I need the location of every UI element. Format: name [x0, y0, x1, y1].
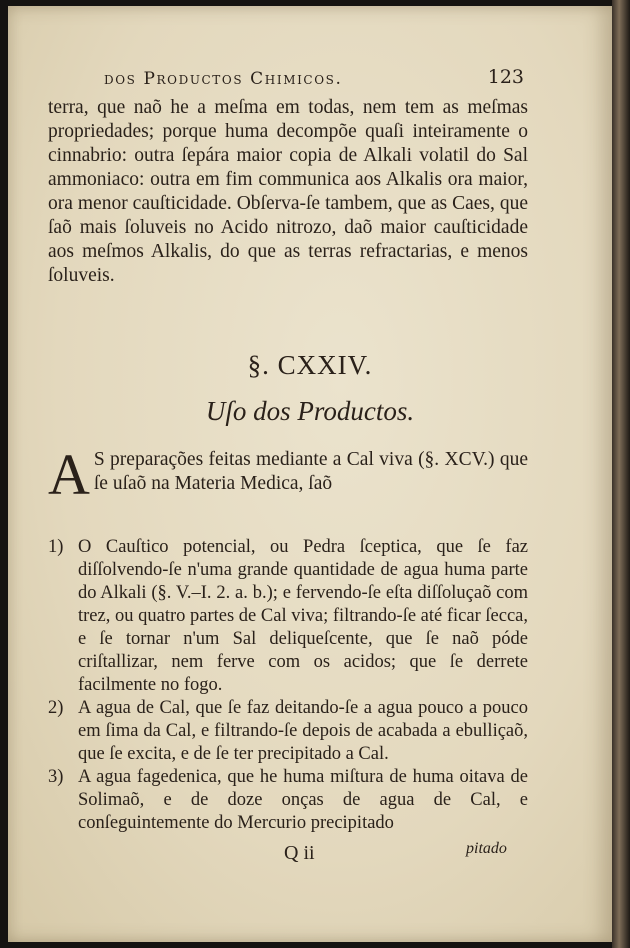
signature-mark: Q ii: [284, 842, 315, 864]
list-item: [48, 536, 528, 697]
intro-paragraph: [48, 442, 528, 507]
uses-list: [48, 536, 528, 835]
section-number: §. CXXIV.: [247, 350, 373, 380]
paragraph-continuation: terra, que naõ he a meſma em todas, nem tem as meſmas propriedades; porque huma decompõe quaſi inteiramente o cinnabrio: outra ſepára maior copia de Alkali volatil do Sal ammoniaco: outra em fim communica aos Alkalis ora maior, ora menor cauſticidade. Obſerva-ſe tambem, que as Caes, que ſaõ mais ſoluveis no Acido nitrozo, daõ maior cauſticidade aos meſmos Alkalis, do que as terras refractarias, e menos ſoluveis.: [48, 97, 528, 286]
list-item: [48, 697, 528, 766]
section-title: Uſo dos Productos.: [205, 396, 415, 426]
book-page: [8, 6, 612, 942]
item-number: 2): [48, 698, 64, 718]
page-number: 123: [487, 66, 524, 88]
item-text: A agua fagedenica, que he huma miſtura de huma oitava de Solimaõ, e de doze onças de agua de Cal, e conſeguintemente do Mercurio precipitado: [78, 767, 528, 833]
page-edge: [612, 0, 630, 948]
intro-text: S preparações feitas mediante a Cal viva (§. XCV.) que ſe uſaõ na Materia Medica, ſaõ: [93, 449, 528, 494]
item-number: 1): [48, 537, 64, 557]
item-text: A agua de Cal, que ſe faz deitando-ſe a agua pouco a pouco em ſima da Cal, e filtrando-ſe depois de acabada a ebulliçaõ, que ſe excita, e de ſe ter precipitado a Cal.: [78, 698, 528, 764]
list-item: [48, 766, 528, 835]
item-number: 3): [48, 767, 64, 787]
running-title: dos Productos Chimicos.: [104, 69, 343, 89]
catchword: pitado: [466, 840, 507, 857]
drop-cap: A: [48, 442, 90, 507]
page-header: [104, 66, 524, 92]
item-text: O Cauſtico potencial, ou Pedra ſceptica, que ſe faz diſſolvendo-ſe n'uma grande quantidade de agua huma parte do Alkali (§. V.–I. 2. a. b.); e fervendo-ſe eſta diſſoluçaõ com trez, ou quatro partes de Cal viva; filtrando-ſe até ficar ſecca, e ſe tornar n'um Sal deliqueſcente, que ſe naõ póde criſtallizar, nem ferve com os acidos; que ſe derrete facilmente no fogo.: [78, 537, 528, 695]
